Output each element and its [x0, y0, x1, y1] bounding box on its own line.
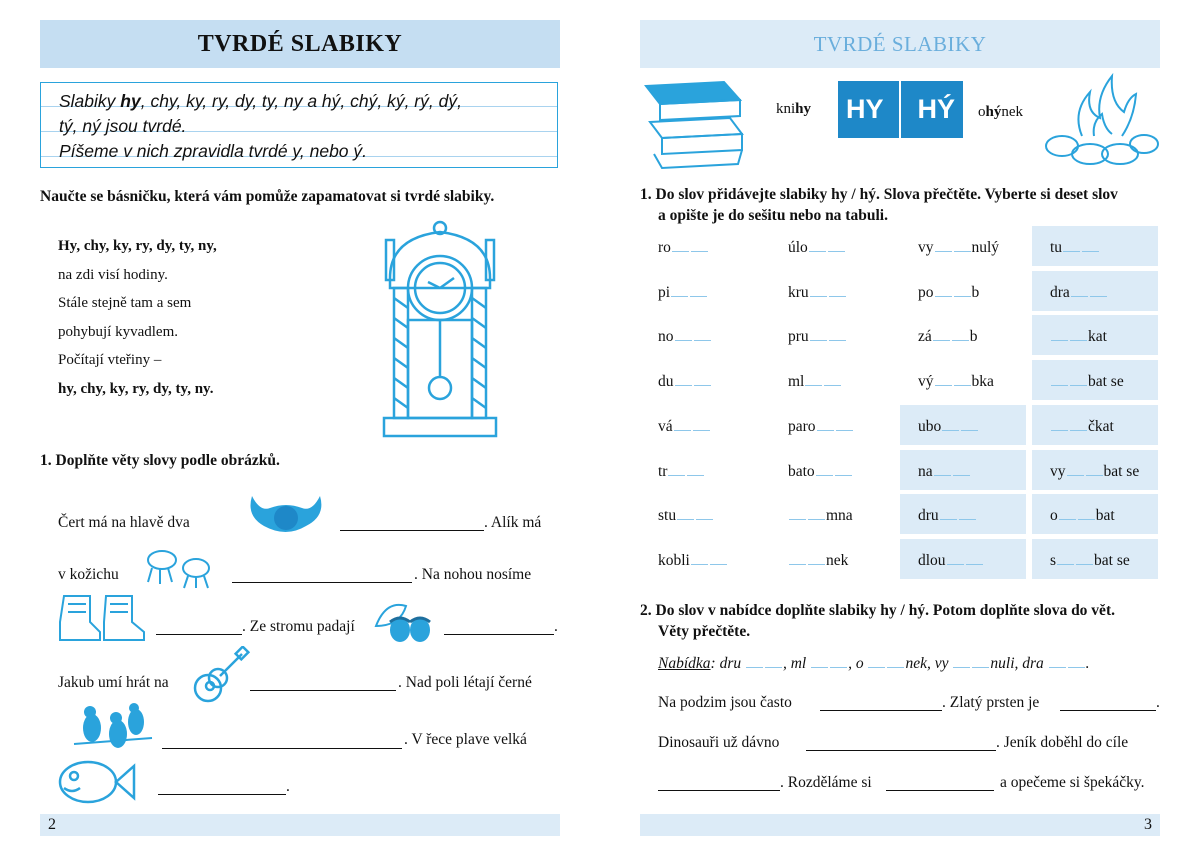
answer-blank[interactable]	[158, 780, 286, 795]
sentence-text: .	[554, 618, 558, 635]
poem-line: na zdi visí hodiny.	[58, 266, 168, 283]
sentence-text: . Zlatý prsten je	[942, 694, 1040, 711]
blank-gap	[835, 466, 852, 476]
blank-gap	[934, 466, 951, 476]
grid-cell[interactable]: dru	[900, 494, 1026, 534]
rule-box	[40, 82, 558, 168]
books-icon	[642, 78, 746, 170]
grid-cell[interactable]: na	[900, 450, 1026, 490]
exercise1-heading: 1. Doplňte věty slovy podle obrázků.	[40, 452, 280, 469]
exercise1-heading-r: 1. Do slov přidávejte slabiky hy / hý. Slova přečtěte. Vyberte si deset slov a opište je do sešitu nebo na tabuli.	[640, 186, 1118, 224]
blank-gap	[675, 376, 692, 386]
grid-cell[interactable]: ro	[640, 226, 768, 266]
blank-gap	[1082, 242, 1099, 252]
sentence-text: . Ze stromu padají	[242, 618, 355, 635]
grid-cell[interactable]: bato	[770, 450, 898, 490]
blank-gap	[687, 466, 704, 476]
grid-cell[interactable]: úlo	[770, 226, 898, 266]
blank-gap	[789, 555, 806, 565]
answer-blank[interactable]	[886, 776, 994, 791]
grid-cell[interactable]: vy bat se	[1032, 450, 1158, 490]
grid-cell[interactable]: du	[640, 360, 768, 400]
badge-divider	[899, 81, 901, 138]
answer-blank[interactable]	[156, 620, 242, 635]
grid-cell[interactable]: o bat	[1032, 494, 1158, 534]
fleas-icon	[140, 546, 220, 590]
blank-gap	[1070, 331, 1087, 341]
blank-gap	[674, 421, 691, 431]
blank-gap	[1086, 466, 1103, 476]
grid-cell[interactable]: pru	[770, 315, 898, 355]
sentence-text: . Rozděláme si	[780, 774, 872, 791]
rule-line-1: Slabiky hy, chy, ky, ry, dy, ty, ny a hý, chý, ký, rý, dý,	[59, 91, 462, 111]
blank-gap	[810, 331, 827, 341]
blank-gap	[1051, 376, 1068, 386]
blank-gap	[829, 287, 846, 297]
blank-gap	[954, 242, 971, 252]
word-offer: Nabídka: dru , ml , o nek, vy nuli, dra .	[658, 655, 1090, 672]
blank-gap	[816, 466, 833, 476]
grid-cell[interactable]: bat se	[1032, 360, 1158, 400]
grid-cell[interactable]: vá	[640, 405, 768, 445]
blank-gap	[1076, 555, 1093, 565]
grid-cell[interactable]: pi	[640, 271, 768, 311]
answer-blank[interactable]	[232, 568, 412, 583]
blank-gap	[789, 510, 806, 520]
blank-gap	[836, 421, 853, 431]
sentence-text: a opečeme si špekáčky.	[1000, 774, 1145, 791]
poem-line: pohybují kyvadlem.	[58, 323, 178, 340]
blank-gap	[808, 555, 825, 565]
blank-gap	[690, 287, 707, 297]
rule-line-3: Píšeme v nich zpravidla tvrdé y, nebo ý.	[59, 141, 368, 161]
grid-cell[interactable]: s bat se	[1032, 539, 1158, 579]
blank-gap	[671, 287, 688, 297]
blank-gap	[693, 421, 710, 431]
blank-gap	[694, 331, 711, 341]
sentence-text: . V řece plave velká	[404, 731, 527, 748]
blank-gap	[935, 376, 952, 386]
blank-gap	[694, 376, 711, 386]
sentence-text: .	[1156, 694, 1160, 711]
blank-gap	[1057, 555, 1074, 565]
fish-icon	[54, 752, 138, 810]
sentence-text: . Nad poli létají černé	[398, 674, 532, 691]
blank-gap	[935, 242, 952, 252]
example-word-books: knihy	[776, 101, 812, 117]
grid-cell[interactable]: vý bka	[918, 373, 994, 391]
answer-blank[interactable]	[658, 776, 780, 791]
grid-cell[interactable]: dra	[1032, 271, 1158, 311]
blank-gap	[675, 331, 692, 341]
answer-blank[interactable]	[340, 516, 484, 531]
sentence-text: . Jeník doběhl do cíle	[996, 734, 1129, 751]
page-title: TVRDÉ SLABIKY	[640, 20, 1160, 68]
rule-line-2: tý, ný jsou tvrdé.	[59, 116, 187, 136]
sentence-text: Dinosauři už dávno	[658, 734, 780, 751]
crows-icon	[72, 700, 154, 758]
blank-gap	[954, 287, 971, 297]
sentence-text: v kožichu	[58, 566, 119, 583]
blank-gap	[935, 287, 952, 297]
blank-gap	[942, 421, 959, 431]
blank-gap	[691, 242, 708, 252]
blank-gap	[953, 466, 970, 476]
syllable-badge	[838, 81, 963, 138]
poem-heading: Naučte se básničku, která vám pomůže zapamatovat si tvrdé slabiky.	[40, 188, 495, 205]
blank-gap	[1051, 331, 1068, 341]
blank-gap	[668, 466, 685, 476]
blank-gap	[1067, 466, 1084, 476]
grid-cell[interactable]: zá b	[918, 328, 978, 346]
blank-gap	[1070, 421, 1087, 431]
grid-cell[interactable]: nek	[770, 539, 898, 579]
blank-gap	[1063, 242, 1080, 252]
page-number: 2	[40, 814, 560, 836]
grid-cell[interactable]: stu	[640, 494, 768, 534]
grid-cell[interactable]: čkat	[1032, 405, 1158, 445]
guitar-icon	[190, 646, 250, 706]
blank-gap	[829, 331, 846, 341]
blank-gap	[947, 555, 964, 565]
answer-blank[interactable]	[1060, 696, 1156, 711]
blank-gap	[1051, 421, 1068, 431]
answer-blank[interactable]	[820, 696, 942, 711]
grid-cell[interactable]: mna	[770, 494, 898, 534]
blank-gap	[691, 555, 708, 565]
answer-blank[interactable]	[806, 736, 996, 751]
grid-cell[interactable]: paro	[770, 405, 898, 445]
sentence-text: .	[286, 778, 290, 795]
page-number: 3	[640, 814, 1160, 836]
page-title: TVRDÉ SLABIKY	[40, 20, 560, 68]
grid-cell[interactable]: kobli	[640, 539, 768, 579]
blank-gap	[808, 510, 825, 520]
grid-cell[interactable]: kat	[1032, 315, 1158, 355]
poem-line: Hy, chy, ky, ry, dy, ty, ny,	[58, 238, 217, 254]
badge-hy-long: HÝ	[917, 94, 955, 124]
sentence-text: . Alík má	[484, 514, 542, 531]
sentence-text: . Na nohou nosíme	[414, 566, 532, 583]
blank-gap	[824, 376, 841, 386]
sentence-text: Na podzim jsou často	[658, 694, 792, 711]
poem-line: hy, chy, ky, ry, dy, ty, ny.	[58, 380, 214, 397]
grid-cell[interactable]: no	[640, 315, 768, 355]
horns-icon	[246, 486, 326, 542]
blank-gap	[1071, 287, 1088, 297]
blank-gap	[1078, 510, 1095, 520]
grid-cell[interactable]: tu	[1032, 226, 1158, 266]
acorns-icon	[372, 596, 438, 648]
example-word-fire: ohýnek	[978, 104, 1024, 120]
blank-gap	[933, 331, 950, 341]
blank-gap	[809, 242, 826, 252]
exercise2-heading: 2. Do slov v nabídce doplňte slabiky hy / hý. Potom doplňte slova do vět. Věty přečtěte.	[640, 602, 1115, 640]
blank-gap	[966, 555, 983, 565]
grandfather-clock-icon	[380, 218, 500, 440]
poem-line: Stále stejně tam a sem	[58, 295, 192, 311]
sentence-text: Čert má na hlavě dva	[58, 514, 190, 531]
blank-gap	[696, 510, 713, 520]
grid-cell[interactable]: tr	[640, 450, 768, 490]
blank-gap	[961, 421, 978, 431]
grid-cell[interactable]: ml	[770, 360, 898, 400]
blank-gap	[817, 421, 834, 431]
answer-blank[interactable]	[162, 734, 402, 749]
sentence-text: Jakub umí hrát na	[58, 674, 169, 691]
poem	[58, 232, 217, 403]
poem-line: Počítají vteřiny –	[58, 352, 162, 368]
grid-cell[interactable]: vy nulý	[918, 239, 1000, 256]
answer-blank[interactable]	[444, 620, 554, 635]
grid-cell[interactable]: ubo	[900, 405, 1026, 445]
blank-gap	[805, 376, 822, 386]
blank-gap	[1059, 510, 1076, 520]
blank-gap	[810, 287, 827, 297]
blank-gap	[1090, 287, 1107, 297]
blank-gap	[677, 510, 694, 520]
blank-gap	[710, 555, 727, 565]
blank-gap	[952, 331, 969, 341]
blank-gap	[954, 376, 971, 386]
blank-gap	[1070, 376, 1087, 386]
grid-cell[interactable]: dlou	[900, 539, 1026, 579]
badge-hy: HY	[845, 94, 884, 124]
grid-cell[interactable]: kru	[770, 271, 898, 311]
boots-icon	[54, 592, 150, 644]
blank-gap	[940, 510, 957, 520]
blank-gap	[959, 510, 976, 520]
grid-cell[interactable]: po b	[918, 283, 980, 301]
blank-gap	[828, 242, 845, 252]
blank-gap	[672, 242, 689, 252]
campfire-icon	[1042, 72, 1162, 168]
answer-blank[interactable]	[250, 676, 396, 691]
